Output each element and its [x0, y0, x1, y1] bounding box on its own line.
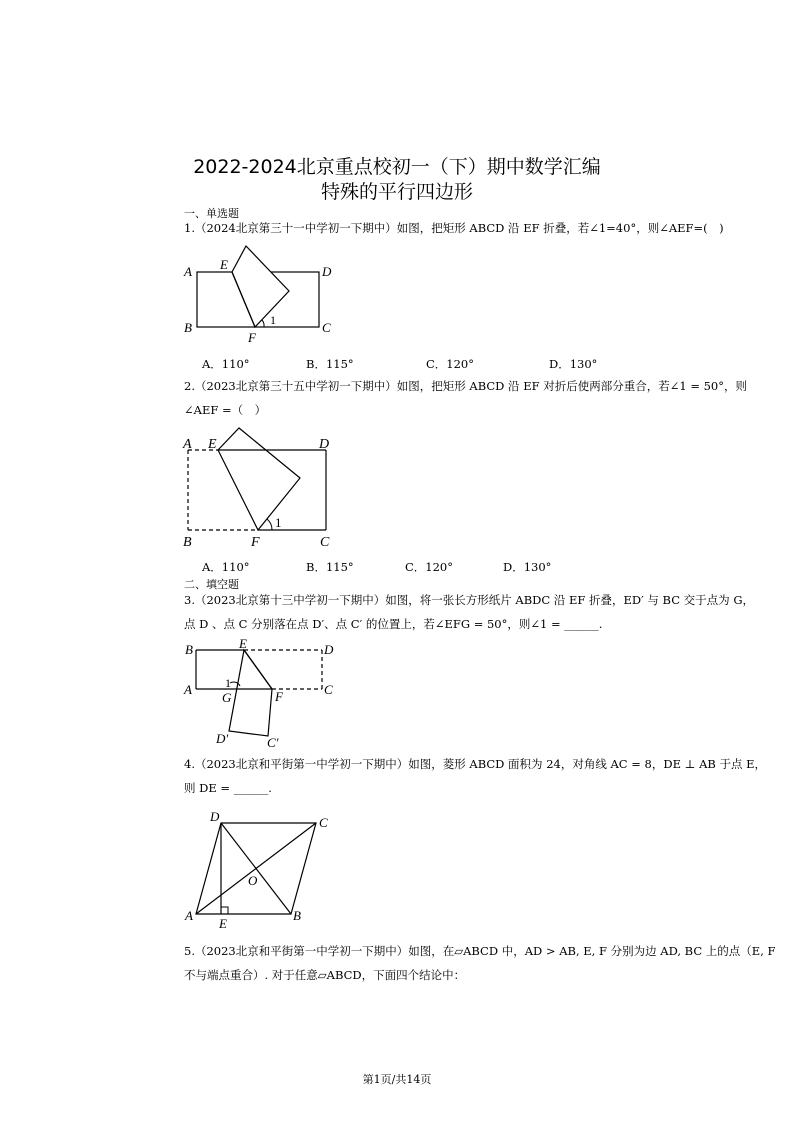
q1-option-a[interactable]: A．110° [202, 357, 250, 371]
q2-option-a[interactable]: A．110° [202, 560, 250, 574]
label-angle-1: 1 [275, 515, 282, 530]
q2-option-b[interactable]: B．115° [306, 560, 354, 574]
q1-option-b[interactable]: B．115° [306, 357, 354, 371]
q1-option-c[interactable]: C．120° [426, 357, 474, 371]
question-4-figure [176, 806, 346, 934]
q2-option-d[interactable]: D．130° [503, 560, 552, 574]
label-B: B [184, 320, 192, 335]
label-D: D [210, 809, 220, 824]
label-O: O [248, 873, 258, 888]
label-D: D [319, 437, 330, 452]
label-angle-1: 1 [270, 313, 276, 327]
label-E: E [219, 916, 227, 931]
label-A: A [185, 908, 193, 923]
question-4-text-line2: 则 DE = ______. [184, 781, 272, 795]
section-heading-fill-blank: 二、填空题 [184, 578, 239, 591]
question-2-text-line2: ∠AEF =（ ） [184, 403, 267, 417]
label-A: A [184, 264, 192, 279]
label-F: F [275, 689, 283, 704]
q2-option-c[interactable]: C．120° [405, 560, 453, 574]
question-1-text: 1.（2024北京第三十一中学初一下期中）如图，把矩形 ABCD 沿 EF 折叠，若∠1=40°，则∠AEF=( ) [184, 221, 724, 235]
label-C: C [319, 815, 328, 830]
question-2-text-line1: 2.（2023北京第三十五中学初一下期中）如图，把矩形 ABCD 沿 EF 对折后使两部分重合，若∠1 = 50°，则 [184, 379, 748, 393]
label-A: A [183, 437, 192, 452]
question-5-text-line1: 5.（2023北京和平街第一中学初一下期中）如图，在▱ABCD 中，AD > AB, E, F 分别为边 AD, BC 上的点（E, F [184, 944, 776, 958]
label-E: E [208, 437, 217, 452]
label-D: D [324, 642, 334, 657]
page-subtitle: 特殊的平行四边形 [320, 181, 473, 203]
question-1-figure [176, 238, 346, 346]
label-C: C [320, 535, 330, 550]
label-C: C [322, 320, 331, 335]
label-F: F [248, 330, 256, 345]
section-heading-single-choice: 一、单选题 [184, 207, 239, 220]
question-3-figure [176, 634, 346, 752]
label-C-prime: C′ [267, 735, 279, 750]
label-C: C [324, 682, 333, 697]
label-B: B [185, 642, 193, 657]
question-5-text-line2: 不与端点重合）. 对于任意▱ABCD，下面四个结论中： [184, 968, 466, 982]
question-2-figure [176, 420, 346, 550]
label-angle-1: 1 [225, 676, 231, 690]
question-4-text-line1: 4.（2023北京和平街第一中学初一下期中）如图，菱形 ABCD 面积为 24，对角线 AC = 8，DE ⊥ AB 于点 E， [184, 757, 767, 771]
label-F: F [251, 535, 260, 550]
page-footer: 第1页/共14页 [362, 1073, 432, 1086]
label-E: E [220, 257, 228, 272]
question-3-text-line2: 点 D 、点 C 分别落在点 D′、点 C′ 的位置上，若∠EFG = 50°，则∠1 = ______. [184, 617, 603, 631]
label-G: G [222, 690, 232, 705]
label-B: B [293, 908, 301, 923]
label-E: E [239, 636, 247, 651]
label-D: D [322, 264, 332, 279]
q1-option-d[interactable]: D．130° [549, 357, 598, 371]
label-D-prime: D′ [216, 731, 229, 746]
label-A: A [184, 682, 192, 697]
question-3-text-line1: 3.（2023北京第十三中学初一下期中）如图，将一张长方形纸片 ABDC 沿 EF 折叠，ED′ 与 BC 交于点为 G， [184, 593, 755, 607]
page-title: 2022-2024北京重点校初一（下）期中数学汇编 [193, 156, 601, 178]
label-B: B [183, 535, 192, 550]
